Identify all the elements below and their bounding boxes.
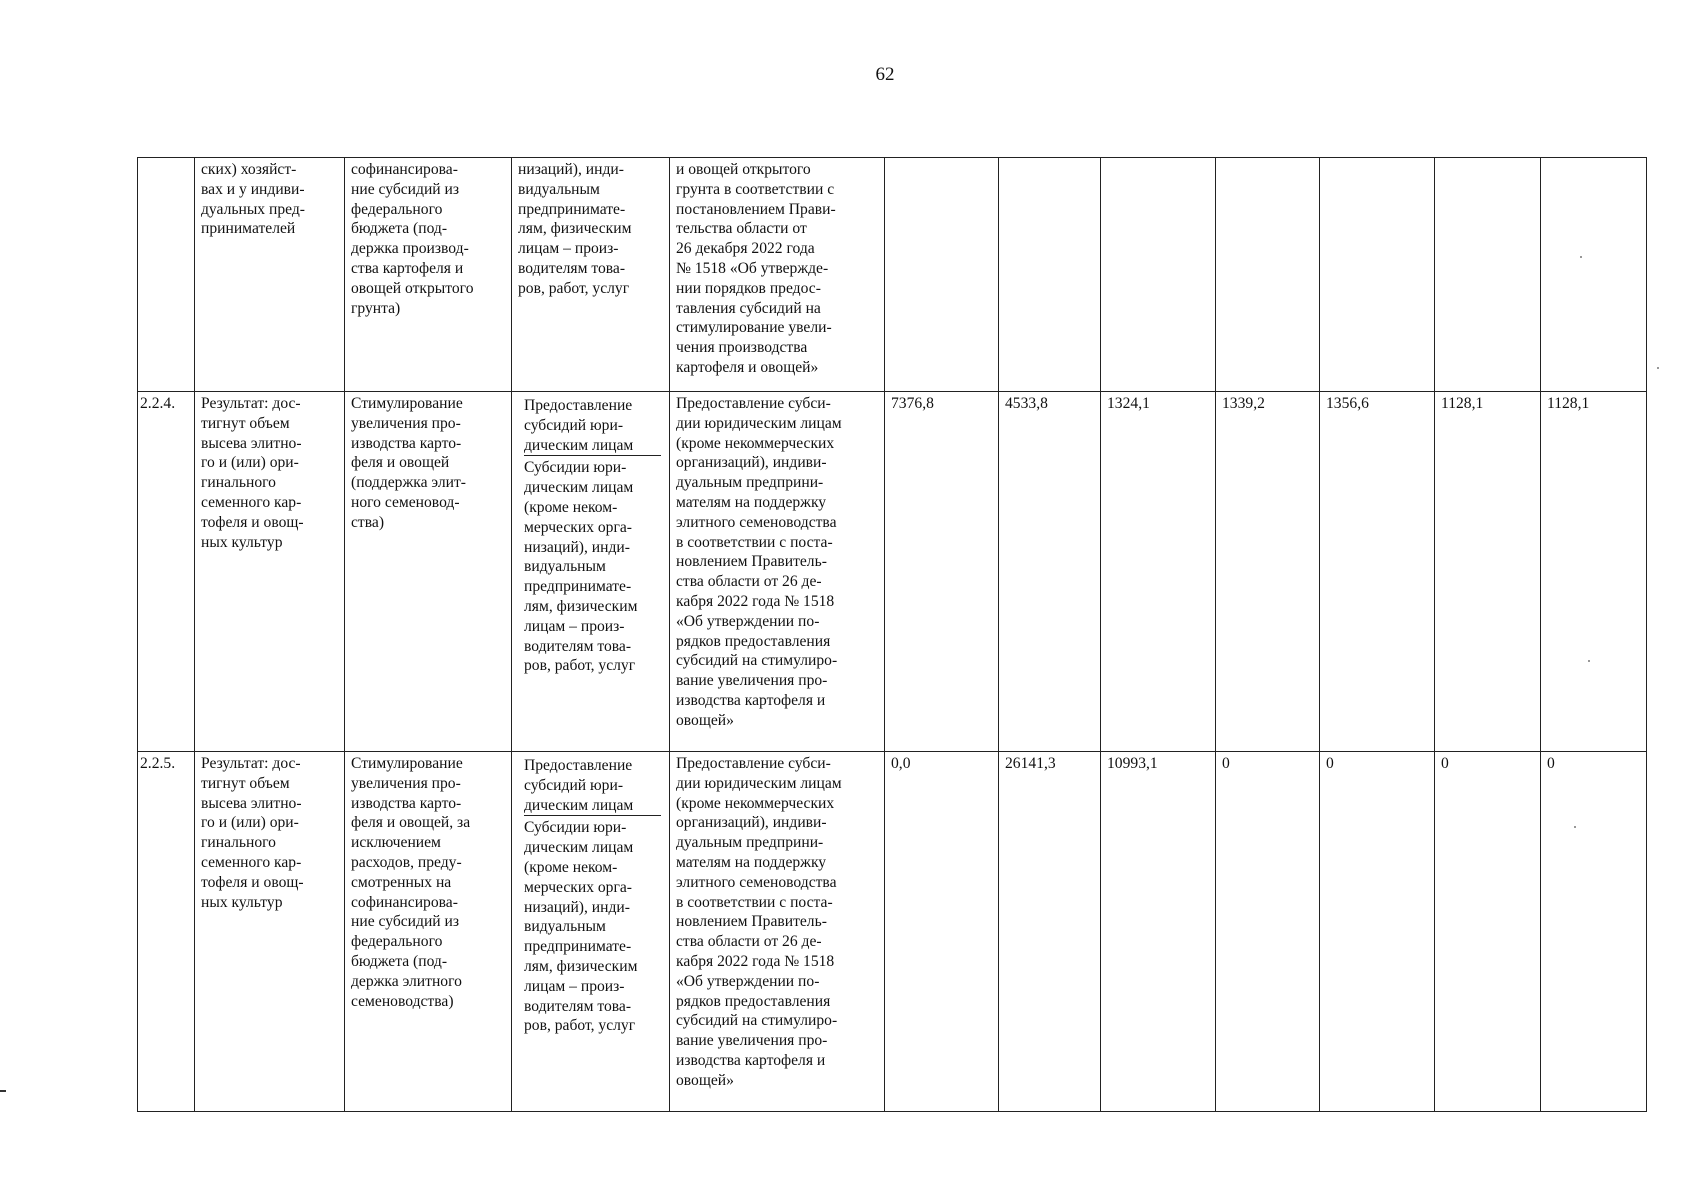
budget-table xyxy=(137,157,1647,1112)
measure-cell: Стимулирование увеличения про- изводства карто- феля и овощей (поддержка элит- ного семеновод- ства) xyxy=(345,392,512,752)
result-cell: Результат: дос- тигнут объем высева элитно- го и (или) ори- гинального семенного кар- тофеля и овощ- ных культур xyxy=(195,752,345,1112)
value-cell: 7376,8 xyxy=(885,392,999,752)
legal-basis-cell: и овощей открытого грунта в соответствии с постановлением Прави- тельства области от 26 декабря 2022 года № 1518 «Об утвержде- нии порядков предос- тавления субсидий на стимулирование увели- чения производства картофеля и овощей» xyxy=(670,158,885,392)
legal-basis-cell: Предоставление субси- дии юридическим лицам (кроме некоммерческих организаций), индиви- дуальным предприни- мателям на поддержку элитного семеноводства в соответствии с поста- новлением Правитель- ства области от 26 де- кабря 2022 года № 1518 «Об утверждении по- рядков предоставления субсидий на стимулиро- вание увеличения про- изводства картофеля и овощей» xyxy=(670,392,885,752)
row-number: 2.2.5. xyxy=(138,752,195,1112)
mechanism-detail: Субсидии юри- дическим лицам (кроме неком- мерческих орга- низаций), инди- видуальным предпринимате- лям, физическим лицам – произ- водителям това- ров, работ, услуг xyxy=(524,459,638,675)
table-row xyxy=(138,752,1647,1112)
value-cell: 26141,3 xyxy=(999,752,1101,1112)
value-cell: 0 xyxy=(1320,752,1435,1112)
value-cell xyxy=(1320,158,1435,392)
value-cell xyxy=(1435,158,1541,392)
table-row xyxy=(138,158,1647,392)
row-number: 2.2.4. xyxy=(138,392,195,752)
value-cell xyxy=(999,158,1101,392)
value-cell: 0,0 xyxy=(885,752,999,1112)
legal-basis-cell: Предоставление субси- дии юридическим лицам (кроме некоммерческих организаций), индиви- дуальным предприни- мателям на поддержку элитного семеноводства в соответствии с поста- новлением Правитель- ства области от 26 де- кабря 2022 года № 1518 «Об утверждении по- рядков предоставления субсидий на стимулиро- вание увеличения про- изводства картофеля и овощей» xyxy=(670,752,885,1112)
mechanism-header: Предоставление субсидий юри- дическим лицам xyxy=(524,754,661,816)
value-cell: 10993,1 xyxy=(1101,752,1216,1112)
value-cell xyxy=(1541,158,1647,392)
mechanism-cell: низаций), инди- видуальным предпринимате- лям, физическим лицам – произ- водителям това- ров, работ, услуг xyxy=(512,158,670,392)
value-cell: 1128,1 xyxy=(1541,392,1647,752)
value-cell xyxy=(885,158,999,392)
value-cell: 0 xyxy=(1541,752,1647,1112)
value-cell: 4533,8 xyxy=(999,392,1101,752)
measure-cell: софинансирова- ние субсидий из федерального бюджета (под- держка производ- ства картофеля и овощей открытого грунта) xyxy=(345,158,512,392)
scan-speck xyxy=(1588,660,1590,662)
table-row xyxy=(138,392,1647,752)
value-cell: 1339,2 xyxy=(1216,392,1320,752)
value-cell: 0 xyxy=(1216,752,1320,1112)
value-cell: 1356,6 xyxy=(1320,392,1435,752)
result-cell: Результат: дос- тигнут объем высева элитно- го и (или) ори- гинального семенного кар- тофеля и овощ- ных культур xyxy=(195,392,345,752)
scan-speck xyxy=(1657,367,1659,369)
value-cell: 1324,1 xyxy=(1101,392,1216,752)
scan-margin-mark xyxy=(0,1090,6,1092)
result-cell: ских) хозяйст- вах и у индиви- дуальных пред- принимателей xyxy=(195,158,345,392)
measure-cell: Стимулирование увеличения про- изводства карто- феля и овощей, за исключением расходов, преду- смотренных на софинансирова- ние субсидий из федерального бюджета (под- держка элитного семеноводства) xyxy=(345,752,512,1112)
scan-speck xyxy=(1574,826,1576,828)
value-cell: 0 xyxy=(1435,752,1541,1112)
mechanism-cell xyxy=(512,752,670,1112)
scan-speck xyxy=(1580,256,1582,258)
mechanism-detail: Субсидии юри- дическим лицам (кроме неком- мерческих орга- низаций), инди- видуальным предпринимате- лям, физическим лицам – произ- водителям това- ров, работ, услуг xyxy=(524,819,638,1035)
page-number: 62 xyxy=(875,64,895,85)
mechanism-header: Предоставление субсидий юри- дическим лицам xyxy=(524,394,661,456)
value-cell: 1128,1 xyxy=(1435,392,1541,752)
mechanism-cell xyxy=(512,392,670,752)
value-cell xyxy=(1101,158,1216,392)
value-cell xyxy=(1216,158,1320,392)
row-number xyxy=(138,158,195,392)
